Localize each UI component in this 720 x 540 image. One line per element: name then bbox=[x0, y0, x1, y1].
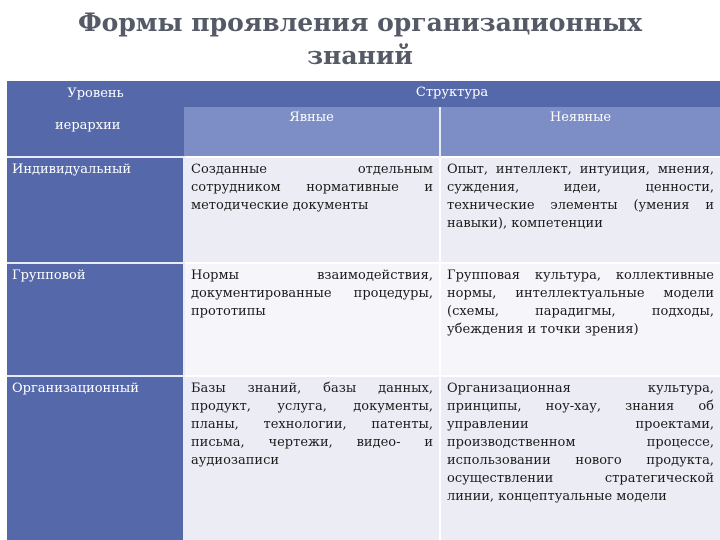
row-explicit: Базы знаний, базы данных, продукт, услуга, документы, планы, технологии, патенты, письма, чертежи, видео- и аудиозаписи bbox=[184, 376, 440, 540]
table-row bbox=[7, 263, 720, 376]
table-row bbox=[7, 376, 720, 540]
header-level-line1: Уровень bbox=[67, 86, 124, 101]
header-implicit: Неявные bbox=[440, 107, 720, 157]
knowledge-forms-table bbox=[7, 81, 720, 540]
row-level: Организационный bbox=[7, 376, 184, 540]
header-level bbox=[7, 81, 184, 157]
table-row bbox=[7, 157, 720, 263]
page-title-line2: знаний bbox=[307, 41, 413, 70]
header-structure: Структура bbox=[184, 81, 720, 107]
header-level-line2: иерархии bbox=[55, 118, 121, 133]
row-implicit: Организационная культура, принципы, ноу-хау, знания об управлении проектами, производственном процессе, использовании нового продукта, осуществлении стратегической линии, концептуальные модели bbox=[440, 376, 720, 540]
row-level: Индивидуальный bbox=[7, 157, 184, 263]
row-implicit: Групповая культура, коллективные нормы, интеллектуальные модели (схемы, парадигмы, подходы, убеждения и точки зрения) bbox=[440, 263, 720, 376]
header-explicit: Явные bbox=[184, 107, 440, 157]
row-level: Групповой bbox=[7, 263, 184, 376]
row-explicit: Созданные отдельным сотрудником нормативные и методические документы bbox=[184, 157, 440, 263]
row-explicit: Нормы взаимодействия, документированные процедуры, прототипы bbox=[184, 263, 440, 376]
page-title-line1: Формы проявления организационных bbox=[77, 8, 643, 37]
row-implicit: Опыт, интеллект, интуиция, мнения, суждения, идеи, ценности, технические элементы (умения и навыки), компетенции bbox=[440, 157, 720, 263]
page-title bbox=[0, 6, 720, 72]
